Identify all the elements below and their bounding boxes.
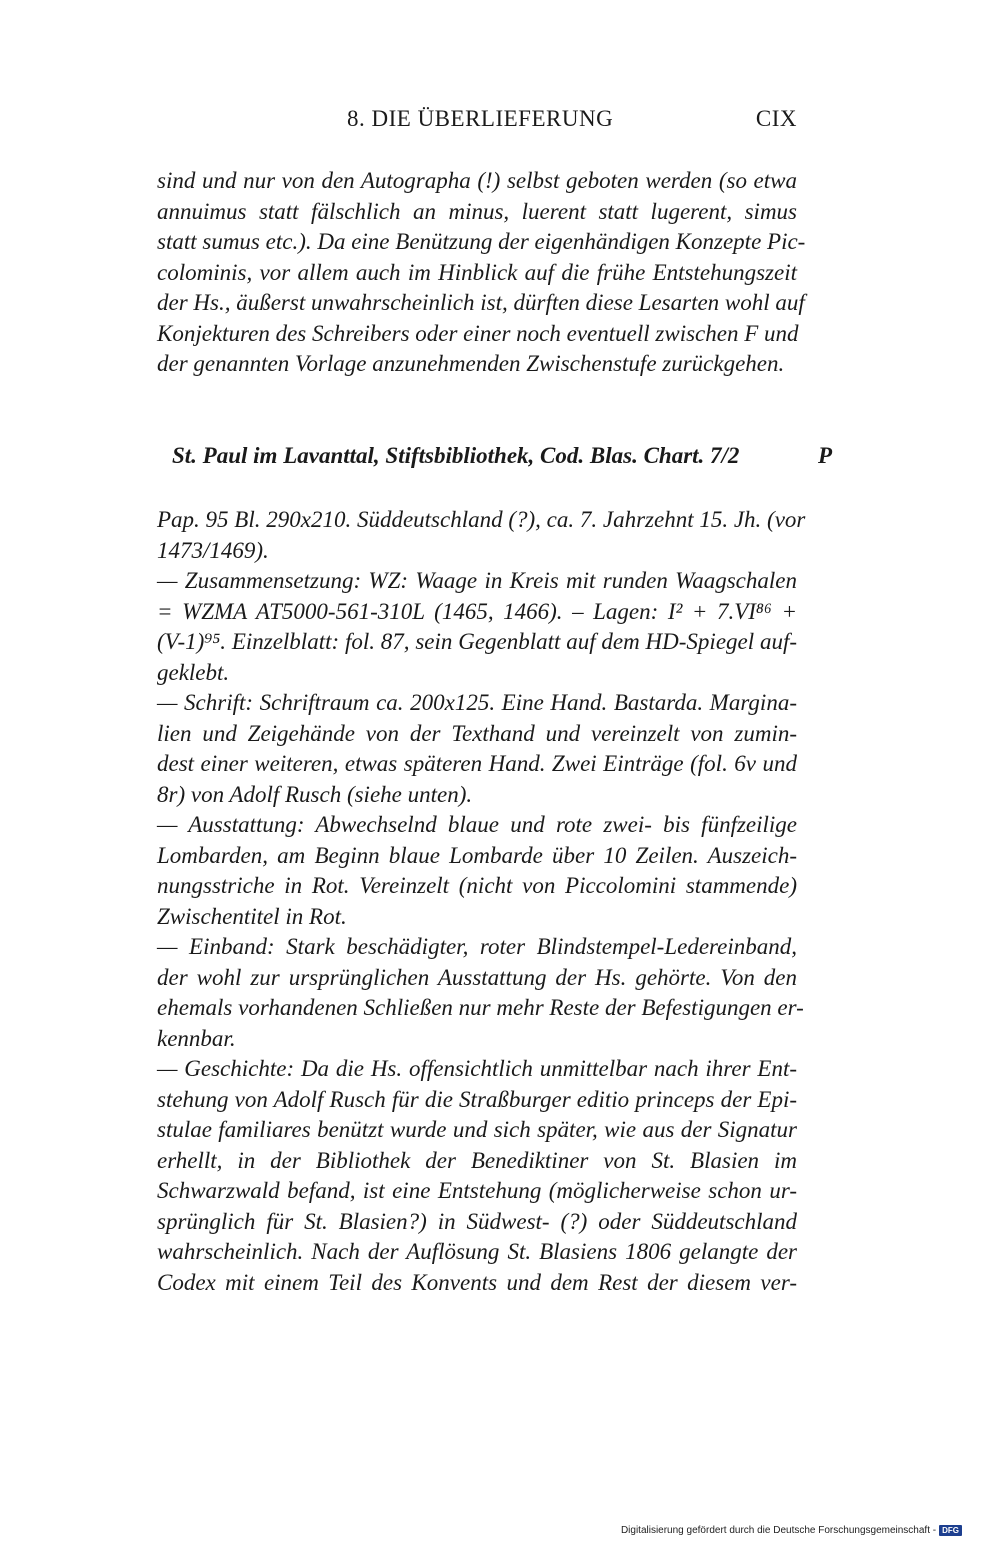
text-line: (V-1)⁹⁵. Einzelblatt: fol. 87, sein Gegenblatt auf dem HD-Spiegel auf-	[157, 629, 797, 654]
text-line: Konjekturen des Schreibers oder einer noch eventuell zwischen F und	[157, 320, 799, 346]
text-line: Schwarzwald befand, ist eine Entstehung (möglicherweise schon ur-	[157, 1178, 797, 1203]
text-line: 8r) von Adolf Rusch (siehe unten).	[157, 781, 473, 807]
text-line: 1473/1469).	[157, 537, 269, 563]
text-line: — Geschichte: Da die Hs. offensichtlich unmittelbar nach ihrer Ent-	[157, 1056, 797, 1081]
text-line: der Hs., äußerst unwahrscheinlich ist, dürften diese Lesarten wohl auf	[157, 290, 805, 315]
running-head-title: 8. DIE ÜBERLIEFERUNG	[347, 106, 614, 131]
text-line: sind und nur von den Autographa (!) selbst geboten werden (so etwa	[157, 168, 797, 193]
dfg-logo-icon: DFG	[939, 1525, 962, 1536]
text-line: der wohl zur ursprünglichen Ausstattung der Hs. gehörte. Von den	[157, 964, 797, 990]
digitization-credit	[621, 1525, 962, 1536]
text-line: colominis, vor allem auch im Hinblick auf die frühe Entstehungszeit	[157, 259, 797, 285]
text-line: — Schrift: Schriftraum ca. 200x125. Eine Hand. Bastarda. Margina-	[157, 690, 797, 715]
text-line: geklebt.	[157, 659, 230, 685]
text-line: lien und Zeigehände von der Texthand und vereinzelt von zumin-	[157, 720, 797, 746]
text-line: — Ausstattung: Abwechselnd blaue und rote zwei- bis fünfzeilige	[157, 812, 797, 837]
manuscript-sigle: P	[817, 443, 832, 468]
text-line: sprünglich für St. Blasien?) in Südwest- (?) oder Süddeutschland	[157, 1208, 797, 1234]
text-line: — Zusammensetzung: WZ: Waage in Kreis mit runden Waagschalen	[157, 568, 797, 593]
text-line: wahrscheinlich. Nach der Auflösung St. Blasiens 1806 gelangte der	[157, 1239, 797, 1264]
intro-paragraph	[157, 166, 806, 380]
text-line: dest einer weiteren, etwas späteren Hand. Zwei Einträge (fol. 6v und	[157, 751, 797, 776]
text-line: nungsstriche in Rot. Vereinzelt (nicht von Piccolomini stammende)	[157, 873, 797, 898]
page-number: CIX	[755, 106, 797, 131]
text-line: Pap. 95 Bl. 290x210. Süddeutschland (?), ca. 7. Jahrzehnt 15. Jh. (vor	[157, 507, 806, 532]
text-line: statt sumus etc.). Da eine Benützung der eigenhändigen Konzepte Pic-	[157, 229, 806, 254]
text-line: kennbar.	[157, 1025, 236, 1051]
text-line: erhellt, in der Bibliothek der Benediktiner von St. Blasien im	[157, 1147, 797, 1173]
text-line: ehemals vorhandenen Schließen nur mehr Reste der Befestigungen er-	[157, 995, 804, 1020]
text-line: Lombarden, am Beginn blaue Lombarde über 10 Zeilen. Auszeich-	[157, 842, 797, 868]
text-line: Zwischentitel in Rot.	[157, 903, 347, 929]
text-line: stulae familiares benützt wurde und sich später, wie aus der Signatur	[157, 1117, 797, 1142]
manuscript-heading	[172, 443, 832, 469]
text-line: = WZMA AT5000-561-310L (1465, 1466). – Lagen: I² + 7.VI⁸⁶ +	[157, 598, 797, 624]
text-line: — Einband: Stark beschädigter, roter Blindstempel-Ledereinband,	[157, 934, 797, 959]
text-line: Codex mit einem Teil des Konvents und dem Rest der diesem ver-	[157, 1269, 797, 1295]
text-line: der genannten Vorlage anzunehmenden Zwischenstufe zurückgehen.	[157, 351, 785, 376]
manuscript-description	[157, 505, 806, 1298]
credit-text: Digitalisierung gefördert durch die Deutsche Forschungsgemeinschaft -	[620, 1525, 937, 1536]
running-head	[157, 106, 797, 138]
manuscript-shelfmark: St. Paul im Lavanttal, Stiftsbibliothek, Cod. Blas. Chart. 7/2	[172, 443, 740, 468]
text-line: annuimus statt fälschlich an minus, luerent statt lugerent, simus	[157, 198, 797, 224]
text-line: stehung von Adolf Rusch für die Straßburger editio princeps der Epi-	[157, 1086, 797, 1112]
